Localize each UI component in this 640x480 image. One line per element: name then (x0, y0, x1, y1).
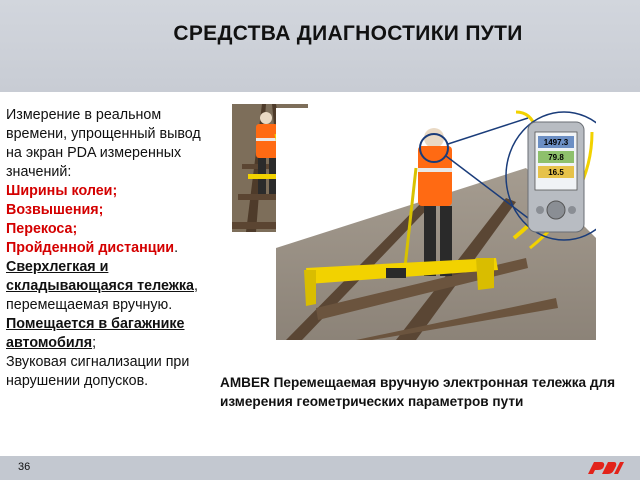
feature-light-trolley-rest: , перемещаемая вручную. (6, 278, 198, 313)
measured-item-distance: Пройденной дистанции (6, 240, 175, 256)
photo-caption: AMBER Перемещаемая вручную электронная тележка для измерения геометрических параметров пути (220, 375, 616, 409)
feature-car-trunk-rest: ; (92, 335, 97, 351)
measured-item-gauge: Ширины колеи; (6, 183, 118, 199)
measured-item-skew: Перекоса; (6, 221, 78, 237)
rzd-logo-icon (584, 458, 626, 478)
page-number: 36 (18, 461, 31, 473)
pda-reading-2: 79.8 (548, 153, 564, 162)
header-band (0, 0, 640, 92)
feature-car-trunk: Помещается в багажнике автомобиля (6, 316, 185, 351)
measured-item-elevation: Возвышения; (6, 202, 104, 218)
pda-reading-1: 1497.3 (543, 138, 569, 147)
slide-title: СРЕДСТВА ДИАГНОСТИКИ ПУТИ (173, 22, 523, 45)
pda-reading-3: 16.5 (548, 168, 564, 177)
footer-band (0, 456, 640, 480)
measured-end: . (174, 240, 179, 256)
intro-text: Измерение в реальном времени, упрощенный вывод на экран PDA измеренных значений: (6, 107, 201, 180)
feature-light-trolley: Сверхлегкая и складывающаяся тележка (6, 259, 195, 294)
trolley-photo (276, 108, 596, 340)
feature-sound-alarm: Звуковая сигнализации при нарушении допусков. (6, 354, 190, 389)
trolley-photo-illustration (276, 108, 596, 340)
description-text (6, 106, 218, 391)
